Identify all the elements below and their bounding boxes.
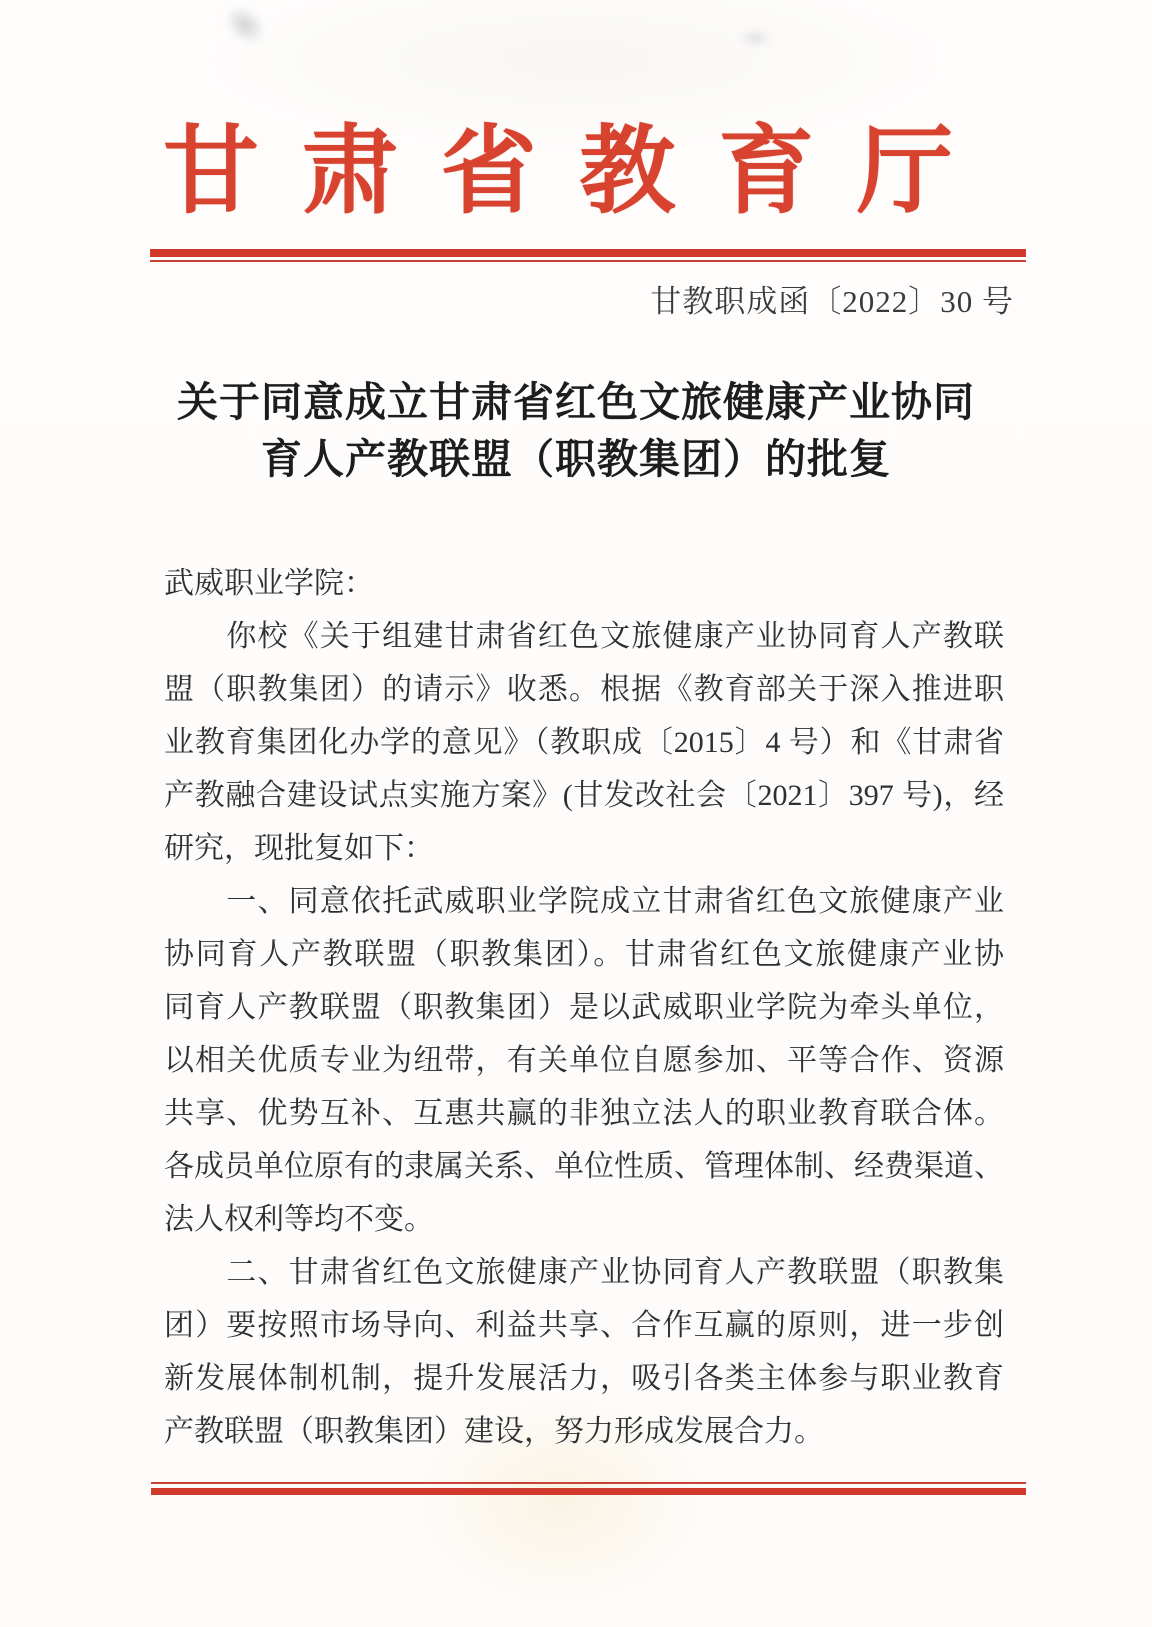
body-line: 研究，现批复如下： [164,832,434,865]
body-line: 以相关优质专业为纽带，有关单位自愿参加、平等合作、资源 [164,1044,1004,1077]
body-line: 二、甘肃省红色文旅健康产业协同育人产教联盟（职教集 [164,1256,1004,1289]
body-line: 新发展体制机制，提升发展活力，吸引各类主体参与职业教育 [164,1362,1004,1395]
document-body [164,557,1004,1458]
header-divider-thin-line [150,260,1026,262]
header-divider-thick-line [150,249,1026,257]
body-line: 一、同意依托武威职业学院成立甘肃省红色文旅健康产业 [164,885,1004,918]
body-line: 产教联盟（职教集团）建设，努力形成发展合力。 [164,1415,824,1448]
body-line: 你校《关于组建甘肃省红色文旅健康产业协同育人产教联 [164,620,1004,653]
body-line: 法人权利等均不变。 [164,1203,434,1236]
salutation: 武威职业学院： [164,567,374,600]
document-title-line1: 关于同意成立甘肃省红色文旅健康产业协同 [177,379,975,425]
body-line: 协同育人产教联盟（职教集团）。甘肃省红色文旅健康产业协 [164,938,1004,971]
body-line: 团）要按照市场导向、利益共享、合作互赢的原则，进一步创 [164,1309,1004,1342]
document-title [0,374,1152,488]
header-divider [150,249,1026,262]
footer-divider-thick-line [151,1488,1026,1495]
body-line: 同育人产教联盟（职教集团）是以武威职业学院为牵头单位， [164,991,1004,1024]
scan-smudge [738,28,772,48]
body-line: 业教育集团化办学的意见》（教职成〔2015〕4 号）和《甘肃省 [164,726,1004,759]
agency-header: 甘肃省教育厅 [163,118,953,225]
body-line: 产教融合建设试点实施方案》(甘发改社会〔2021〕397 号)，经 [164,779,1004,812]
body-line: 共享、优势互补、互惠共赢的非独立法人的职业教育联合体。 [164,1097,1004,1130]
scan-smudge [216,0,273,53]
body-line: 各成员单位原有的隶属关系、单位性质、管理体制、经费渠道、 [164,1150,1004,1183]
footer-divider [151,1482,1026,1495]
document-title-line2: 育人产教联盟（职教集团）的批复 [261,436,891,482]
body-line: 盟（职教集团）的请示》收悉。根据《教育部关于深入推进职 [164,673,1004,706]
document-number: 甘教职成函〔2022〕30 号 [650,284,1014,319]
